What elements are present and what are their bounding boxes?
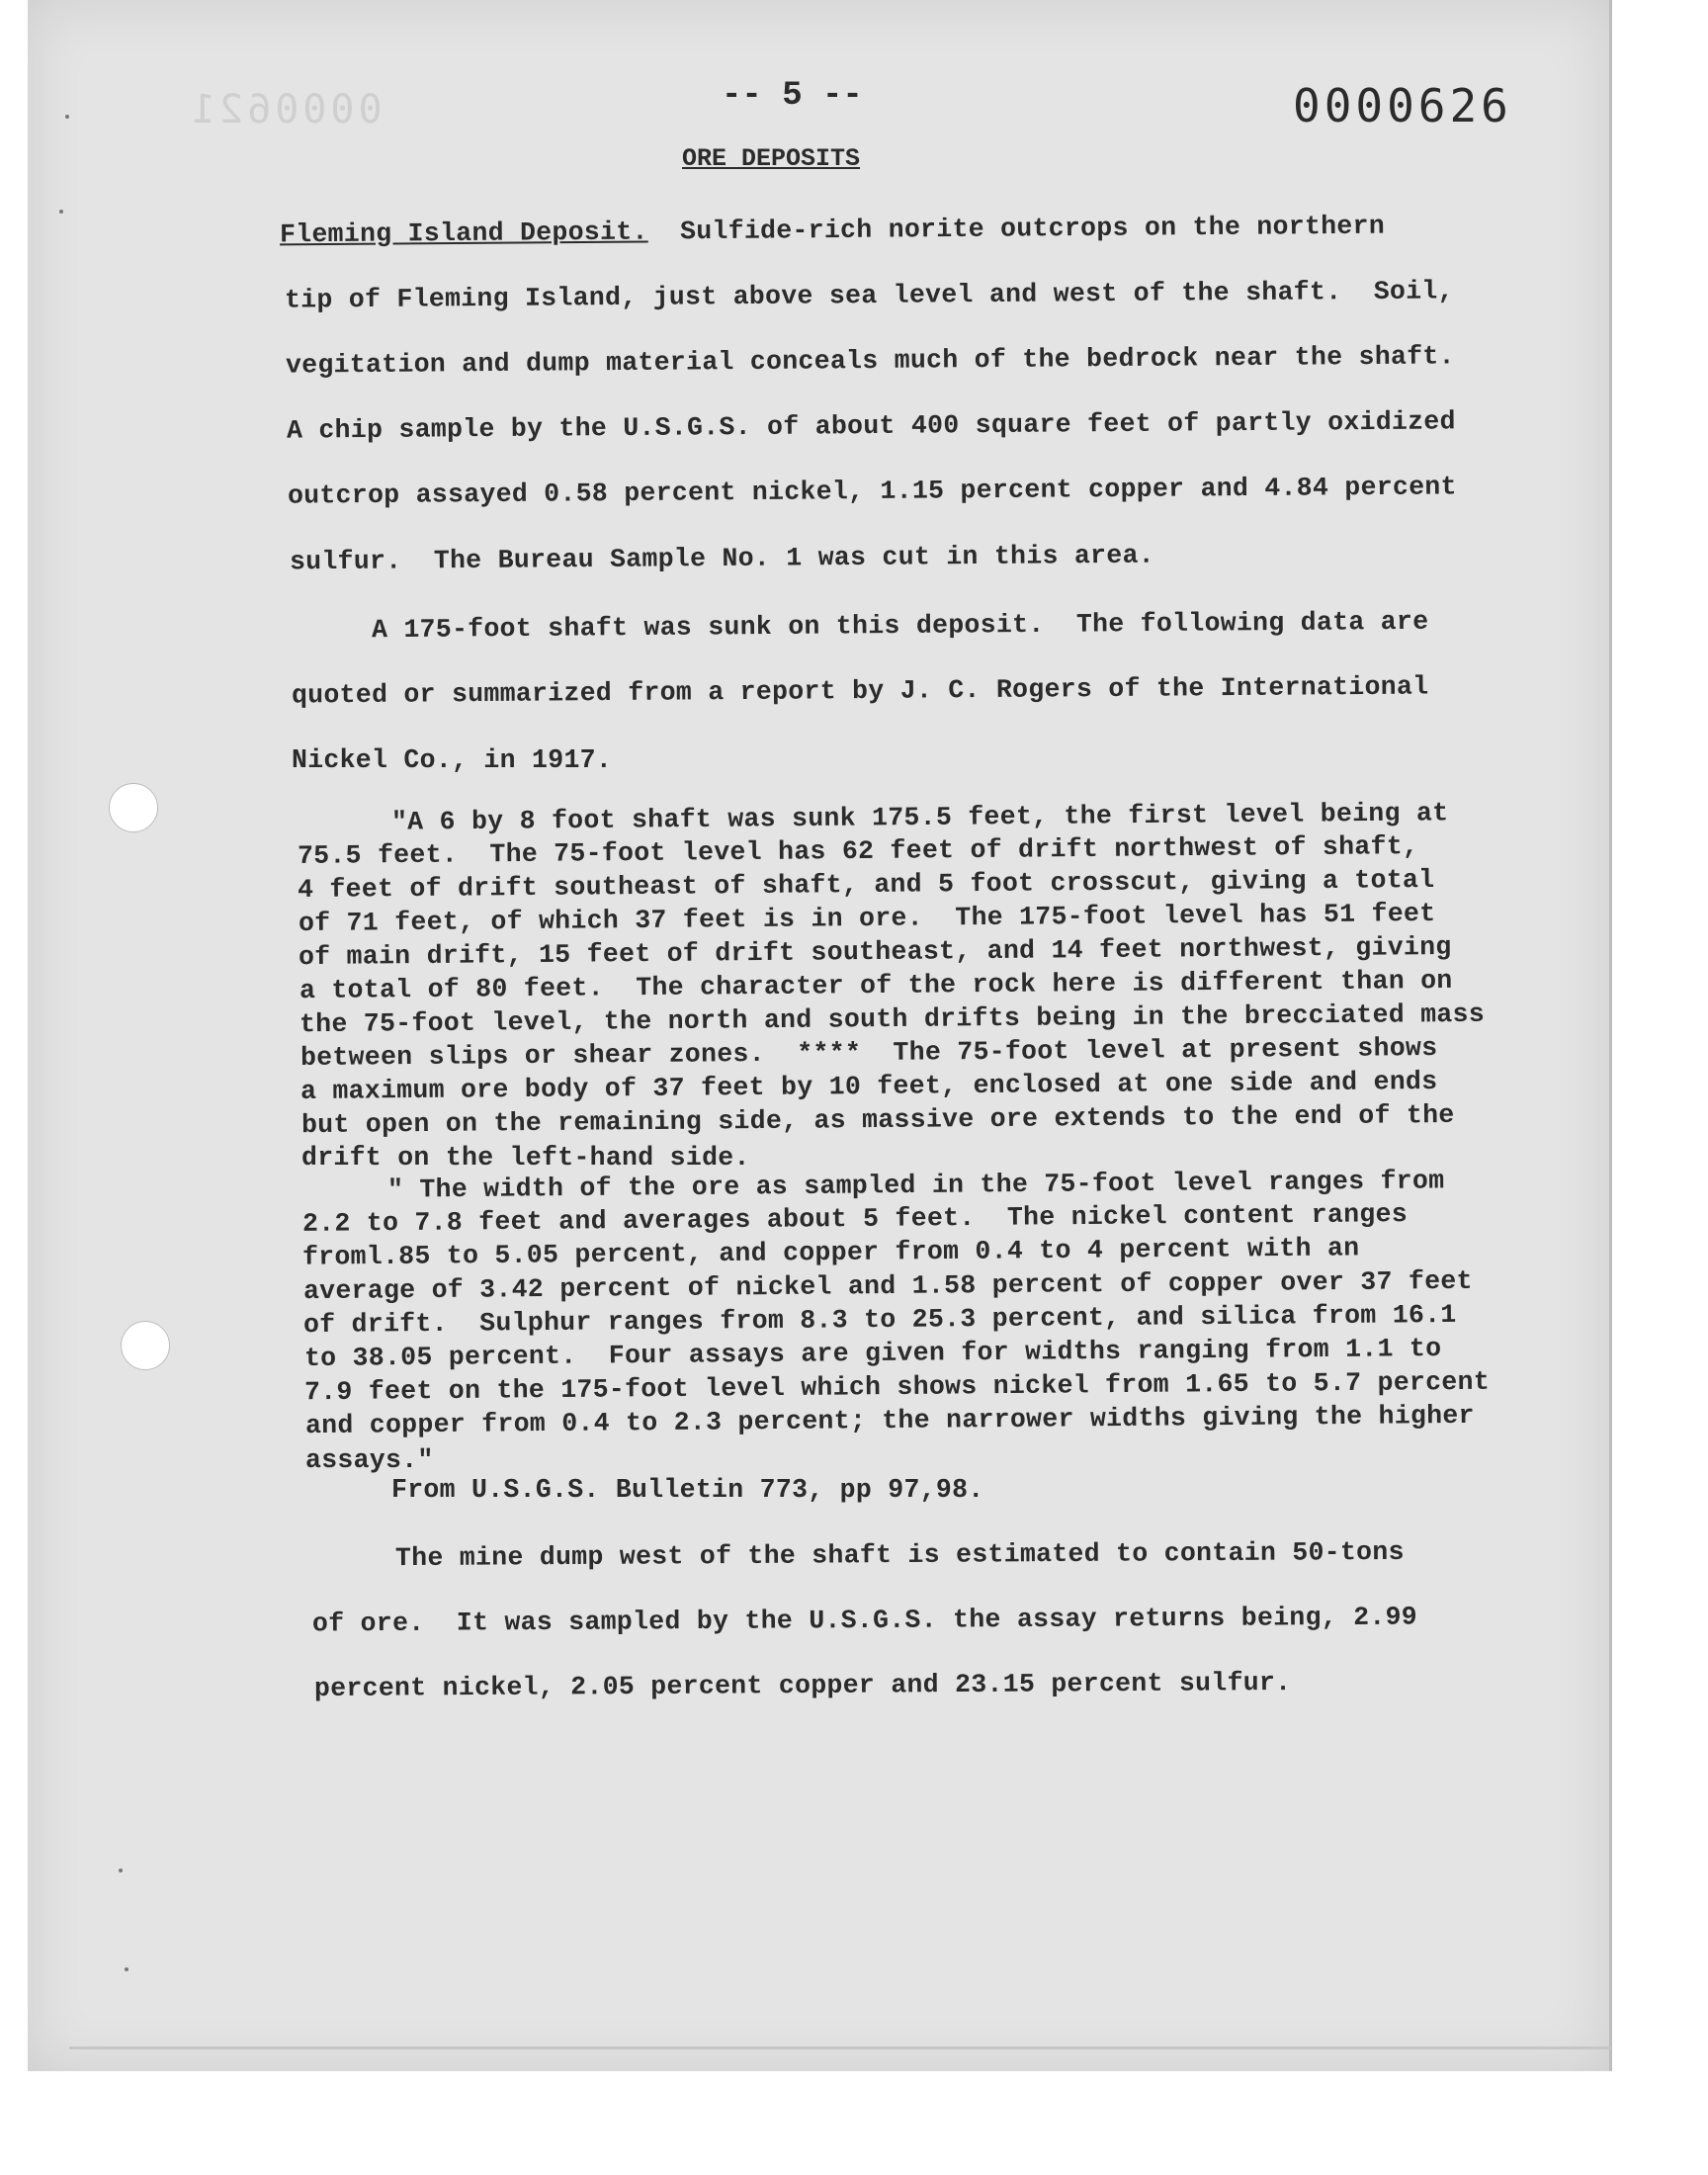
paragraph-line: A 175-foot shaft was sunk on this deposit. The following data are [371, 606, 1429, 646]
quote-line: a total of 80 feet. The character of the rock here is different than on [299, 965, 1453, 1006]
source-citation: From U.S.G.S. Bulletin 773, pp 97,98. [391, 1475, 984, 1505]
quote-line: assays." [305, 1445, 434, 1475]
deposit-heading: Fleming Island Deposit. [279, 217, 648, 250]
quote-line: a maximum ore body of 37 feet by 10 feet, enclosed at one side and ends [299, 1066, 1438, 1107]
quote-line: froml.85 to 5.05 percent, and copper from 0.4 to 4 percent with an [301, 1233, 1360, 1272]
speck-mark [125, 1967, 128, 1971]
quote-line: but open on the remaining side, as massive ore extends to the end of the [300, 1099, 1455, 1141]
quote-line: of 71 feet, of which 37 feet is in ore. The 175-foot level has 51 feet [298, 898, 1436, 939]
punch-hole-lower [121, 1321, 170, 1370]
speck-mark [59, 210, 63, 214]
speck-mark [119, 1869, 123, 1872]
quote-line: the 75-foot level, the north and south drifts being in the brecciated mass [299, 999, 1486, 1040]
paragraph-line: A chip sample by the U.S.G.S. of about 400 square feet of partly oxidized [286, 406, 1456, 446]
quote-line: to 38.05 percent. Four assays are given for widths ranging from 1.1 to [303, 1333, 1442, 1374]
quote-line: of main drift, 15 feet of drift southeast, and 14 feet northwest, giving [298, 931, 1452, 973]
paragraph-line: Nickel Co., in 1917. [292, 745, 613, 775]
paragraph-line: of ore. It was sampled by the U.S.G.S. the assay returns being, 2.99 [311, 1602, 1418, 1639]
quote-line: drift on the left-hand side. [301, 1143, 750, 1173]
quote-line: 7.9 feet on the 175-foot level which shows nickel from 1.65 to 5.7 percent [303, 1366, 1491, 1408]
speck-mark [65, 115, 69, 119]
paragraph-line: Fleming Island Deposit. Sulfide-rich norite outcrops on the northern [279, 211, 1386, 250]
paragraph-line: sulfur. The Bureau Sample No. 1 was cut in this area. [289, 540, 1155, 577]
paragraph-line: percent nickel, 2.05 percent copper and 23.15 percent sulfur. [313, 1667, 1292, 1704]
document-number: 0000626 [1293, 79, 1512, 132]
paragraph-line: quoted or summarized from a report by J. C. Rogers of the International [291, 671, 1429, 711]
quote-line: and copper from 0.4 to 2.3 percent; the narrower widths giving the higher [304, 1400, 1475, 1441]
section-heading: ORE DEPOSITS [682, 144, 861, 173]
quote-line: " The width of the ore as sampled in the 75-foot level ranges from [386, 1166, 1445, 1205]
page-number: -- 5 -- [722, 77, 863, 115]
paragraph-line: The mine dump west of the shaft is estimated to contain 50-tons [394, 1536, 1405, 1574]
quote-line: of drift. Sulphur ranges from 8.3 to 25.3 percent, and silica from 16.1 [302, 1299, 1457, 1341]
punch-hole-upper [109, 783, 158, 832]
quote-line: "A 6 by 8 foot shaft was sunk 175.5 feet, the first level being at [390, 798, 1449, 837]
quote-line: 4 feet of drift southeast of shaft, and 5 foot crosscut, giving a total [297, 864, 1435, 906]
page-edge-right [1609, 0, 1612, 2071]
quote-line: between slips or shear zones. **** The 75-foot level at present shows [299, 1032, 1438, 1074]
quote-line: 75.5 feet. The 75-foot level has 62 feet of drift northwest of shaft, [297, 831, 1419, 871]
bleed-through-number: 0000621 [188, 87, 383, 132]
paragraph-line: tip of Fleming Island, just above sea level and west of the shaft. Soil, [284, 276, 1454, 315]
paragraph-line: vegitation and dump material conceals much of the bedrock near the shaft. [285, 341, 1455, 381]
page-edge-bottom [69, 2046, 1611, 2049]
quote-line: 2.2 to 7.8 feet and averages about 5 feet. The nickel content ranges [301, 1199, 1409, 1239]
paragraph-line: outcrop assayed 0.58 percent nickel, 1.15 percent copper and 4.84 percent [287, 472, 1457, 511]
quote-line: average of 3.42 percent of nickel and 1.58 percent of copper over 37 feet [302, 1265, 1473, 1307]
